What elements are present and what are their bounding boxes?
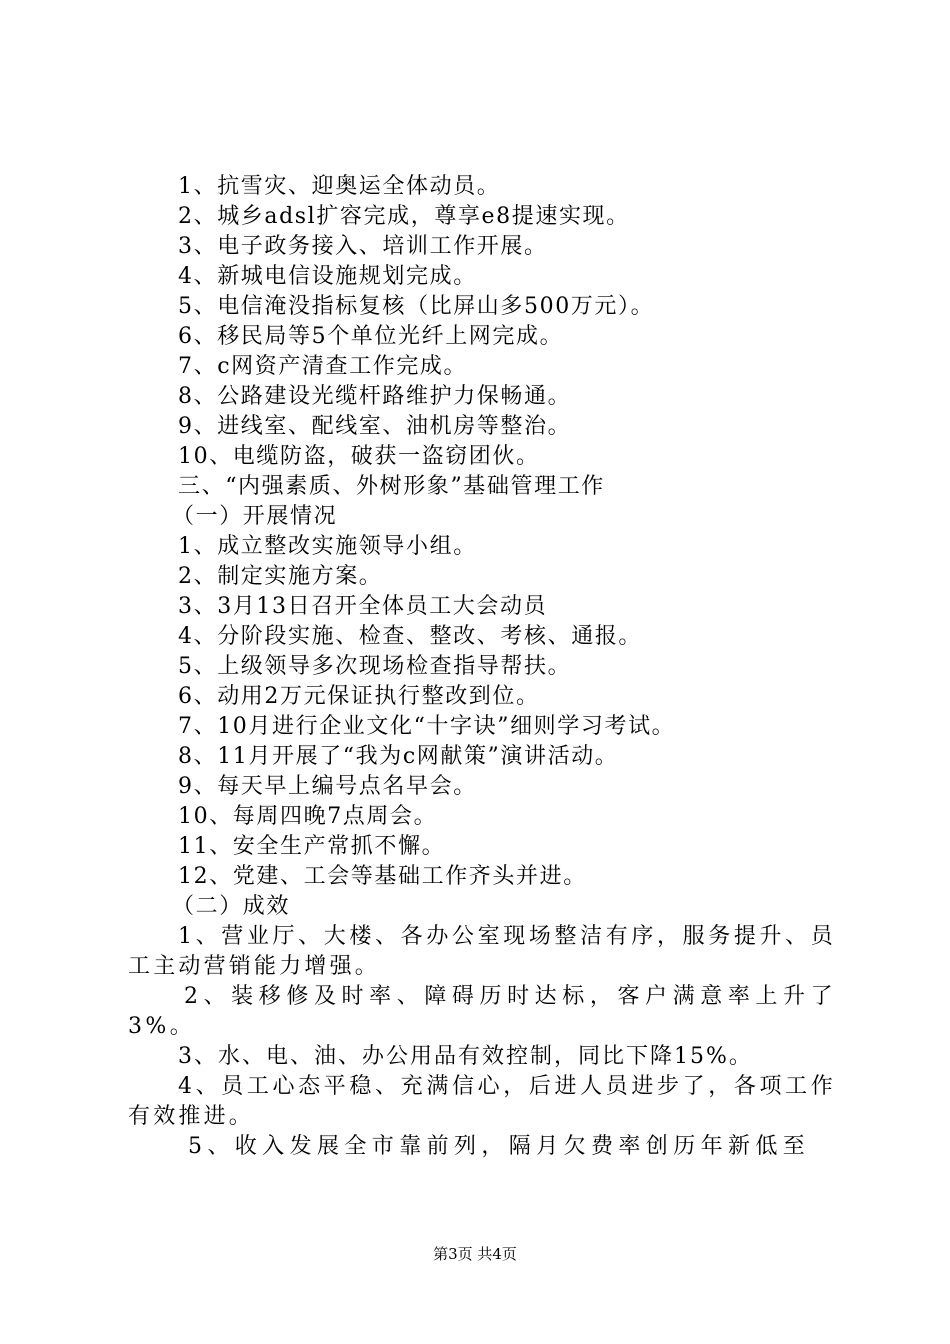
section-heading: 三、“内强素质、外树形象”基础管理工作	[178, 474, 605, 499]
list-item: 8、公路建设光缆杆路维护力保畅通。	[178, 384, 572, 409]
list-item: 11、安全生产常抓不懈。	[178, 834, 446, 859]
result-paragraph: 3、水、电、油、办公用品有效控制，同比下降15%。	[178, 1044, 753, 1069]
subsection-heading: （二）成效	[172, 894, 291, 919]
list-item: 6、移民局等5个单位光纤上网完成。	[178, 324, 564, 349]
list-item: 3、3月13日召开全体员工大会动员	[178, 594, 548, 619]
document-body	[128, 172, 836, 1162]
list-item: 5、上级领导多次现场检查指导帮扶。	[178, 654, 572, 679]
list-item: 10、电缆防盗，破获一盗窃团伙。	[178, 444, 540, 469]
list-item: 2、制定实施方案。	[178, 564, 383, 589]
page-footer: 第3页 共4页	[433, 1245, 517, 1263]
result-paragraph: 1、营业厅、大楼、各办公室现场整洁有序，服务提升、员工主动营销能力增强。	[128, 924, 836, 979]
list-item: 1、成立整改实施领导小组。	[178, 534, 477, 559]
list-item: 12、党建、工会等基础工作齐头并进。	[178, 864, 587, 889]
list-item: 8、11月开展了“我为c网献策”演讲活动。	[178, 744, 619, 769]
subsection-heading: （一）开展情况	[172, 504, 338, 529]
list-item: 1、抗雪灾、迎奥运全体动员。	[178, 174, 501, 199]
list-item: 10、每周四晚7点周会。	[178, 804, 438, 829]
list-item: 7、c网资产清查工作完成。	[178, 354, 468, 379]
result-paragraph: 2、装移修及时率、障碍历时达标，客户满意率上升了3%。	[128, 984, 836, 1039]
list-item: 9、进线室、配线室、油机房等整治。	[178, 414, 572, 439]
result-paragraph: 5、收入发展全市靠前列，隔月欠费率创历年新低至	[188, 1134, 811, 1159]
list-item: 7、10月进行企业文化“十字诀”细则学习考试。	[178, 714, 676, 739]
list-item: 6、动用2万元保证执行整改到位。	[178, 684, 540, 709]
list-item: 4、新城电信设施规划完成。	[178, 264, 477, 289]
list-item: 2、城乡adsl扩容完成，尊享e8提速实现。	[178, 204, 630, 229]
list-item: 4、分阶段实施、检查、整改、考核、通报。	[178, 624, 642, 649]
result-paragraph: 4、员工心态平稳、充满信心，后进人员进步了，各项工作有效推进。	[128, 1074, 836, 1129]
list-item: 3、电子政务接入、培训工作开展。	[178, 234, 548, 259]
list-item: 9、每天早上编号点名早会。	[178, 774, 477, 799]
list-item: 5、电信淹没指标复核（比屏山多500万元）。	[178, 294, 655, 319]
